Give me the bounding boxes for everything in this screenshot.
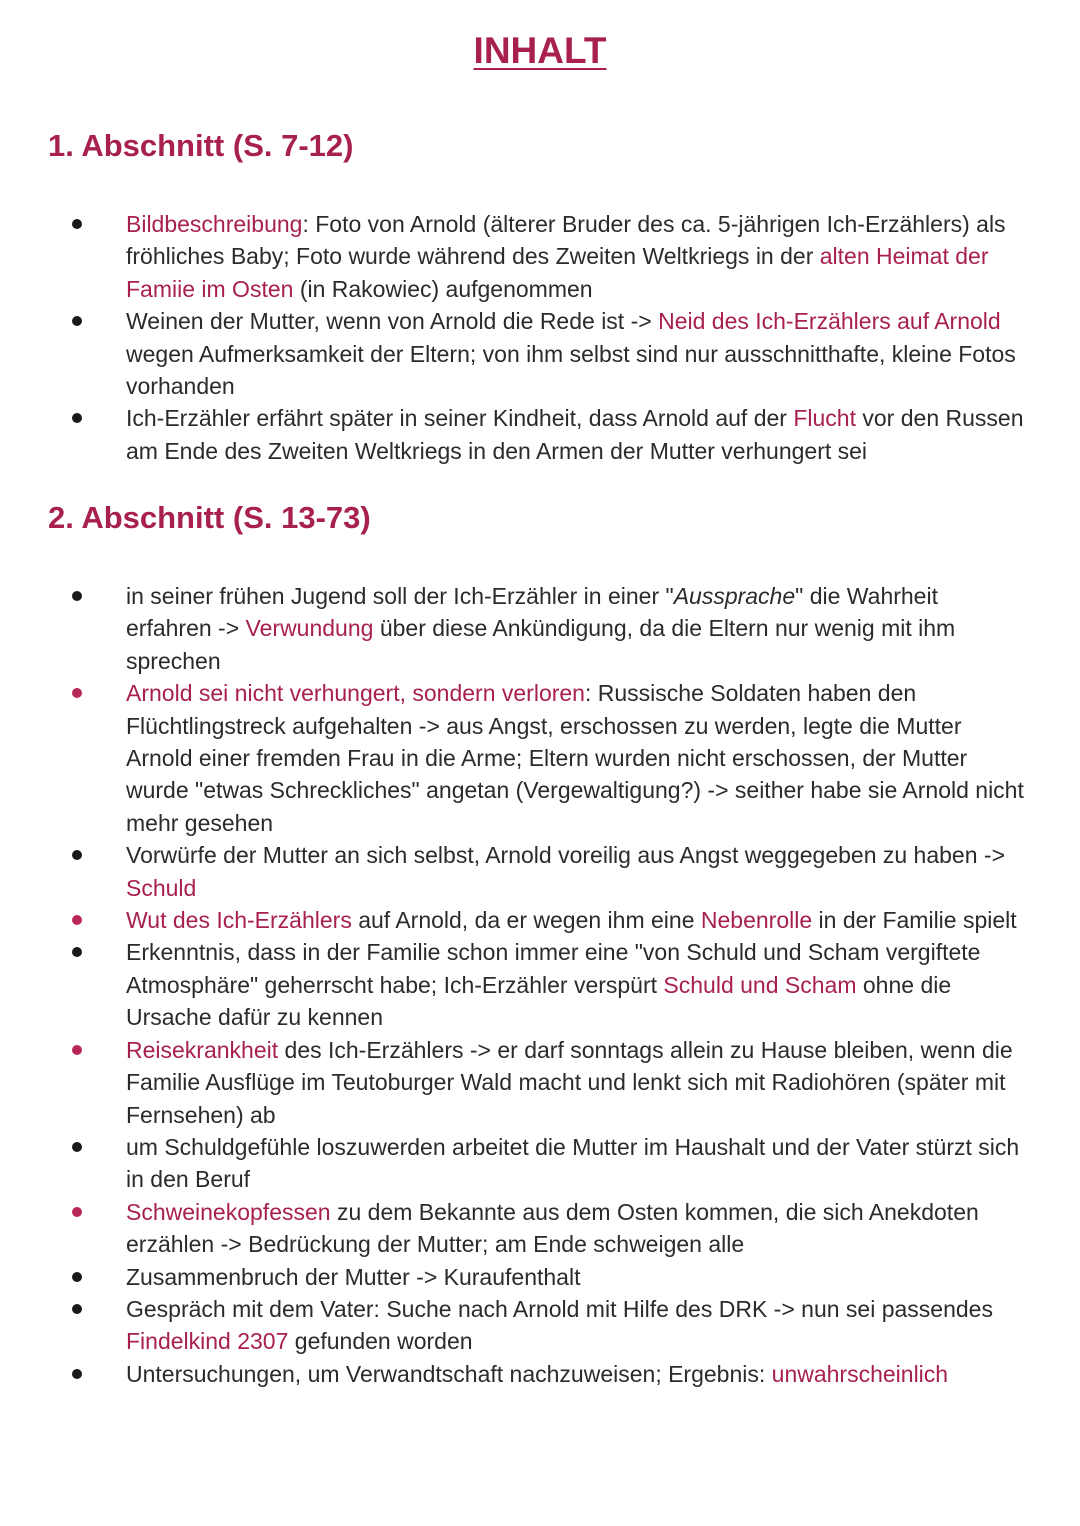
bullet-icon [72, 1369, 82, 1379]
bullet-icon [72, 1304, 82, 1314]
highlighted-term: Schuld [126, 874, 197, 901]
list-item [0, 580, 1080, 677]
bullet-icon [72, 1045, 82, 1055]
list-item [0, 677, 1080, 839]
item-text: des Ich-Erzählers -> er darf sonntags allein zu Hause bleiben, wenn die Familie Ausflüge im Teutoburger Wald macht und lenkt sich mit Radiohören (später mit Fernsehen) ab [126, 1036, 1013, 1128]
section-heading-2: 2. Abschnitt (S. 13-73) [48, 500, 371, 535]
item-text: : Foto von Arnold (älterer Bruder des ca. 5-jährigen Ich-Erzählers) als fröhliches Baby; Foto wurde während des Zweiten Weltkriegs in der [126, 211, 1006, 270]
highlighted-term: Schweinekopfessen [126, 1198, 331, 1225]
item-text: vor den Russen am Ende des Zweiten Weltkriegs in den Armen der Mutter verhungert sei [126, 405, 1024, 464]
item-text: auf Arnold, da er wegen ihm eine [351, 907, 701, 934]
item-text: Erkenntnis, dass in der Familie schon immer eine "von Schuld und Scham vergiftete Atmosphäre" geherrscht habe; Ich-Erzähler verspürt [126, 939, 981, 998]
highlighted-term: Arnold sei nicht verhungert, sondern verloren [126, 680, 585, 707]
section-list-2 [0, 580, 1080, 1390]
highlighted-term: Findelkind 2307 [126, 1328, 289, 1355]
list-item [0, 936, 1080, 1033]
bullet-icon [72, 316, 82, 326]
item-text: (in Rakowiec) aufgenommen [293, 275, 593, 302]
bullet-icon [72, 413, 82, 423]
item-text: gefunden worden [288, 1328, 473, 1355]
item-text: Vorwürfe der Mutter an sich selbst, Arnold voreilig aus Angst weggegeben zu haben -> [126, 842, 1005, 869]
list-item [0, 208, 1080, 305]
item-text: Ich-Erzähler erfährt später in seiner Kindheit, dass Arnold auf der [126, 405, 794, 432]
list-item [0, 1293, 1080, 1358]
highlighted-term: Flucht [793, 405, 856, 432]
item-text: Weinen der Mutter, wenn von Arnold die Rede ist -> [126, 308, 659, 335]
section-heading-1: 1. Abschnitt (S. 7-12) [48, 128, 354, 163]
list-item [0, 1131, 1080, 1196]
bullet-icon [72, 1207, 82, 1217]
list-item [0, 402, 1080, 467]
highlighted-term: unwahrscheinlich [771, 1360, 949, 1387]
bullet-icon [72, 219, 82, 229]
highlighted-term: Bildbeschreibung [126, 211, 303, 237]
item-text: Untersuchungen, um Verwandtschaft nachzuweisen; Ergebnis: [126, 1360, 772, 1387]
item-text: Aussprache [673, 583, 796, 609]
highlighted-term: Schuld und Scham [663, 971, 857, 998]
section-list-1 [0, 208, 1080, 467]
bullet-icon [72, 1272, 82, 1282]
highlighted-term: alten Heimat der Famiie im Osten [126, 243, 989, 302]
list-item [0, 1358, 1080, 1390]
item-text: " die Wahrheit erfahren -> [126, 583, 938, 642]
page-title: INHALT [473, 30, 607, 71]
bullet-icon [72, 591, 82, 601]
item-text: zu dem Bekannte aus dem Osten kommen, die sich Anekdoten erzählen -> Bedrückung der Mutter; am Ende schweigen alle [126, 1198, 979, 1258]
list-item [0, 1196, 1080, 1261]
highlighted-term: Reisekrankheit [126, 1036, 279, 1063]
bullet-icon [72, 688, 82, 698]
list-item [0, 305, 1080, 402]
highlighted-term: Verwundung [245, 615, 374, 642]
item-text: in seiner frühen Jugend soll der Ich-Erzähler in einer " [126, 583, 674, 609]
bullet-icon [72, 1142, 82, 1152]
highlighted-term: Neid des Ich-Erzählers auf Arnold [658, 308, 1001, 335]
highlighted-term: Wut des Ich-Erzählers [126, 907, 352, 934]
item-text: : Russische Soldaten haben den Flüchtlingstreck aufgehalten -> aus Angst, erschossen zu werden, legte die Mutter Arnold einer fremden Frau in die Arme; Eltern wurden nicht erschossen, der Mutter wurde "etwas Schreckliches" angetan (Vergewaltigung?) -> seither habe sie Arnold nicht mehr gesehen [126, 680, 1024, 836]
item-text: über diese Ankündigung, da die Eltern nur wenig mit ihm sprechen [126, 615, 956, 674]
item-text: um Schuldgefühle loszuwerden arbeitet die Mutter im Haushalt und der Vater stürzt sich in den Beruf [126, 1133, 1020, 1193]
list-item [0, 1034, 1080, 1131]
bullet-icon [72, 850, 82, 860]
list-item [0, 904, 1080, 936]
highlighted-term: Nebenrolle [700, 907, 813, 934]
item-text: Gespräch mit dem Vater: Suche nach Arnold mit Hilfe des DRK -> nun sei passendes [126, 1295, 993, 1322]
list-item [0, 1261, 1080, 1293]
item-text: wegen Aufmerksamkeit der Eltern; von ihm selbst sind nur ausschnitthafte, kleine Fotos vorhanden [126, 340, 1016, 400]
item-text: in der Familie spielt [812, 907, 1017, 934]
item-text: Zusammenbruch der Mutter -> Kuraufenthalt [126, 1263, 581, 1290]
bullet-icon [72, 915, 82, 925]
bullet-icon [72, 947, 82, 957]
list-item [0, 839, 1080, 904]
item-text: ohne die Ursache dafür zu kennen [126, 971, 952, 1031]
